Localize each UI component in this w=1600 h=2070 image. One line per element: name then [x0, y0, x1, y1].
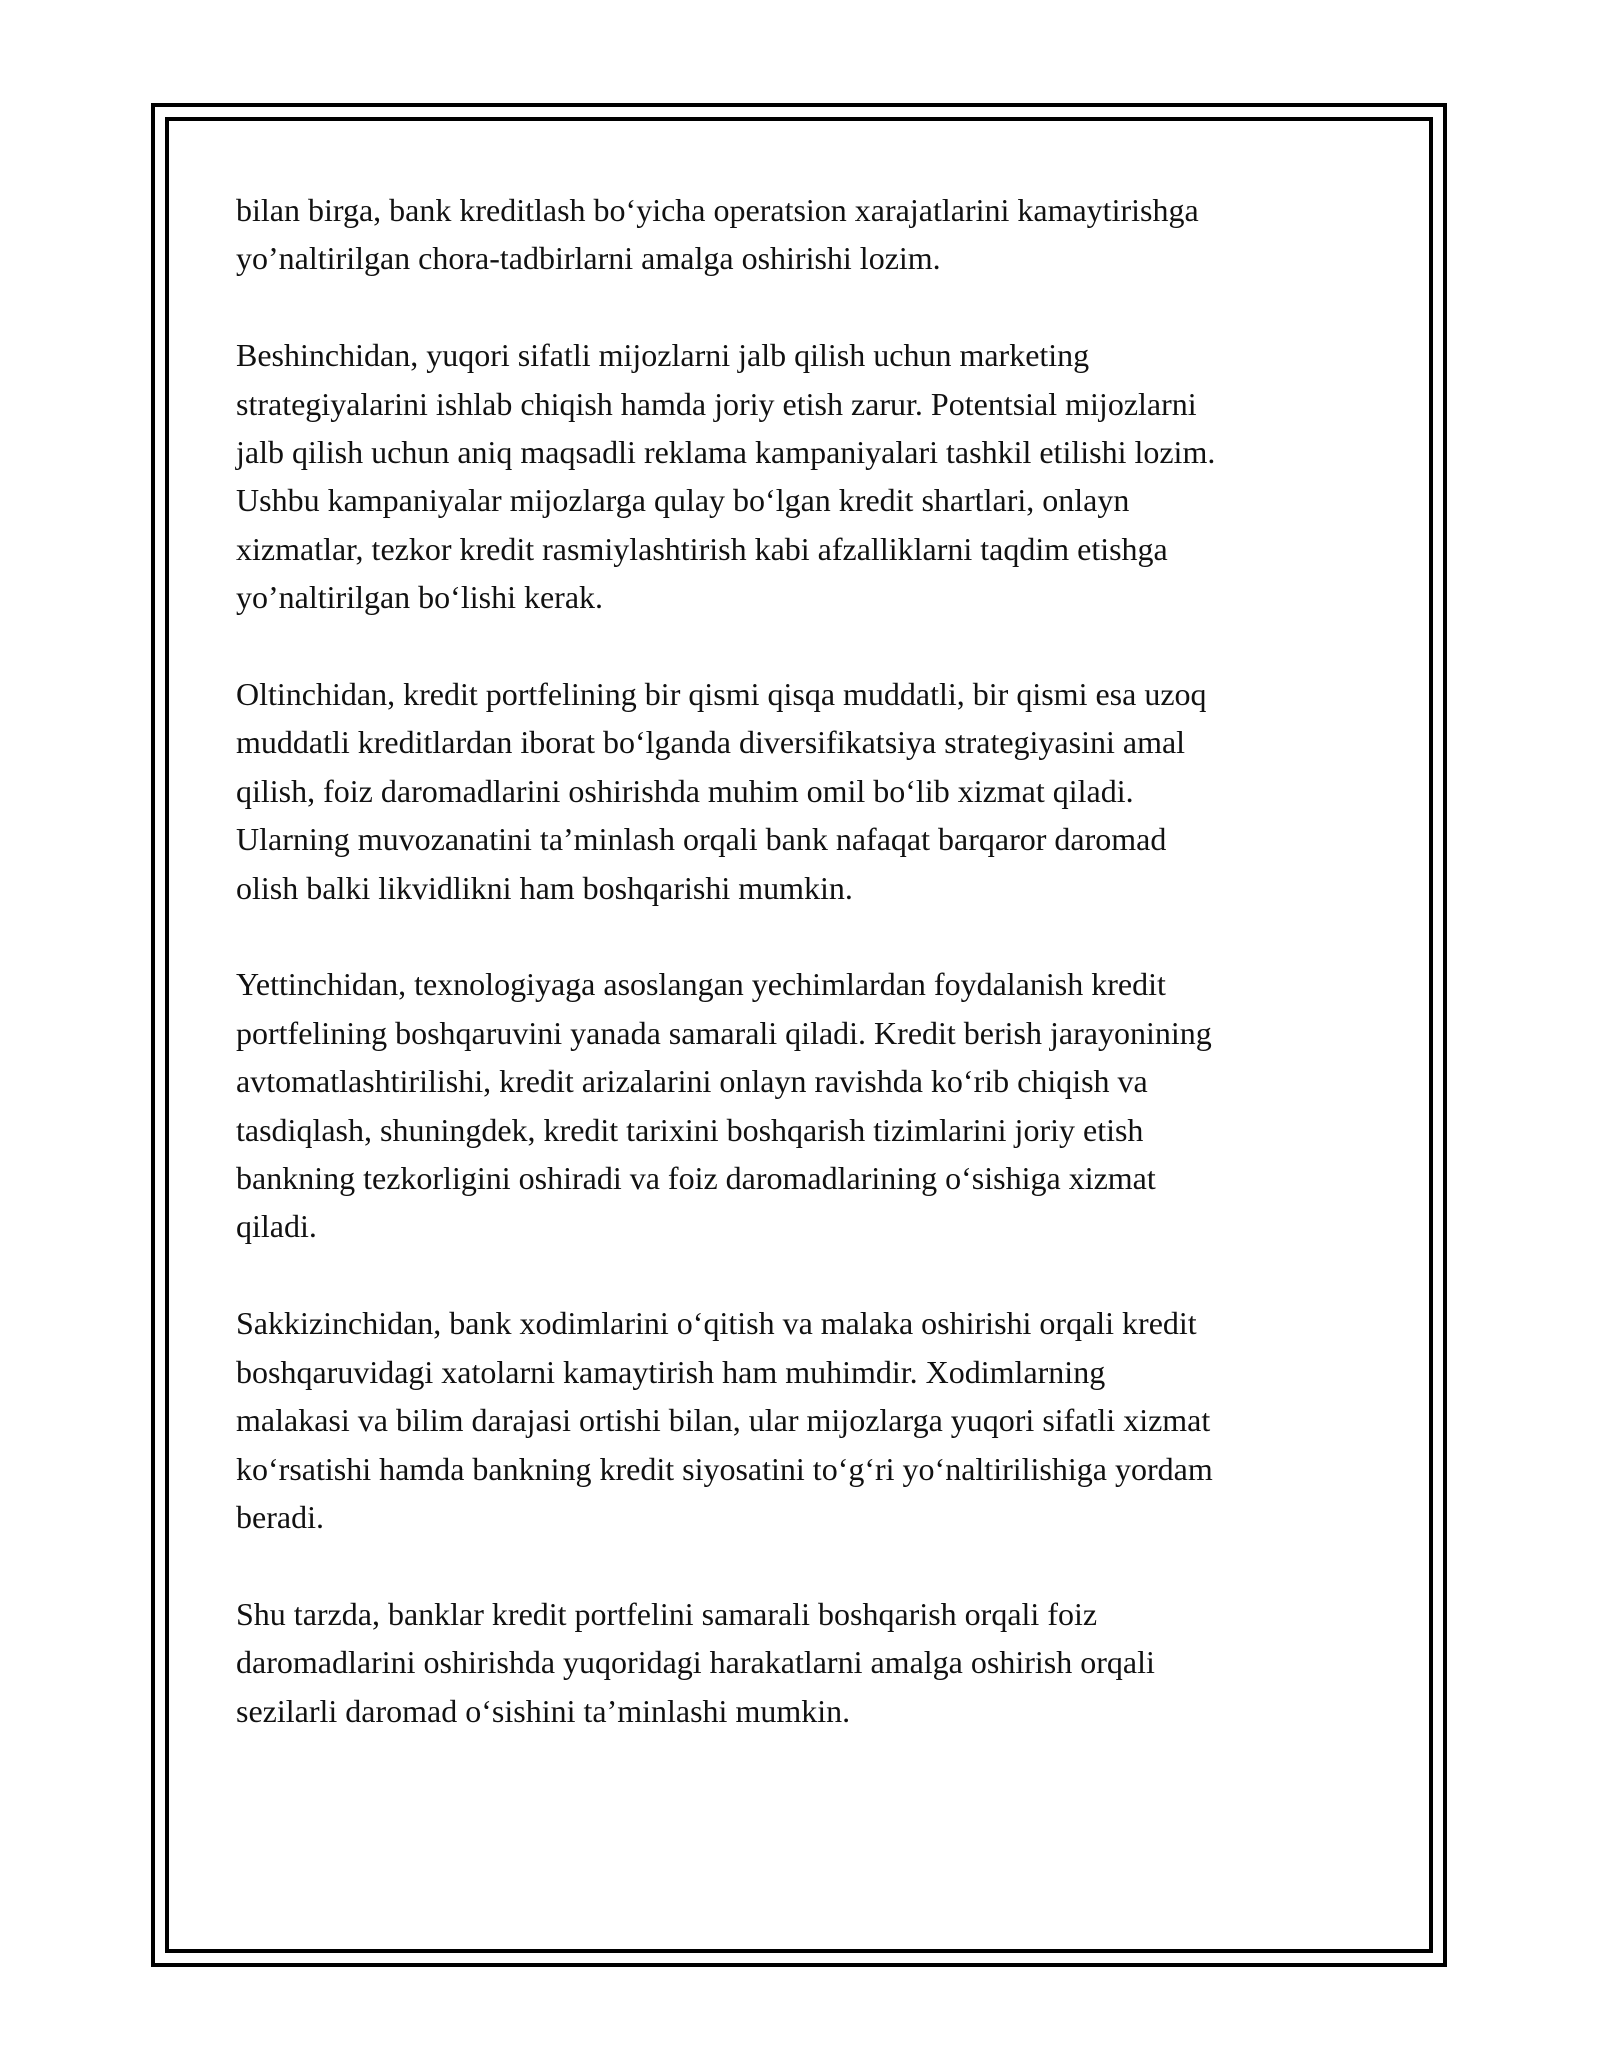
paragraph-sixth: Oltinchidan, kredit portfelining bir qismi qisqa muddatli, bir qismi esa uzoq muddatli kreditlardan iborat bo‘lganda diversifikatsiya strategiyasini amal qilish, foiz daromadlarini oshirishda muhim omil bo‘lib xizmat qiladi. Ularning muvozanatini ta’minlash orqali bank nafaqat barqaror daromad olish balki likvidlikni ham boshqarishi mumkin.	[236, 676, 1207, 906]
paragraph-intro-continuation: bilan birga, bank kreditlash bo‘yicha operatsion xarajatlarini kamaytirishga yo’naltirilgan chora-tadbirlarni amalga oshirishi lozim.	[236, 192, 1199, 277]
paragraph-eighth: Sakkizinchidan, bank xodimlarini o‘qitish va malaka oshirishi orqali kredit boshqaruvidagi xatolarni kamaytirish ham muhimdir. Xodimlarning malakasi va bilim darajasi ortishi bilan, ular mijozlarga yuqori sifatli xizmat ko‘rsatishi hamda bankning kredit siyosatini to‘g‘ri yo‘naltirilishiga yordam beradi.	[236, 1305, 1213, 1535]
document-body	[236, 186, 1366, 1783]
paragraph-conclusion: Shu tarzda, banklar kredit portfelini samarali boshqarish orqali foiz daromadlarini oshirishda yuqoridagi harakatlarni amalga oshirish orqali sezilarli daromad o‘sishini ta’minlashi mumkin.	[236, 1595, 1155, 1729]
paragraph-fifth: Beshinchidan, yuqori sifatli mijozlarni jalb qilish uchun marketing strategiyalarini ishlab chiqish hamda joriy etish zarur. Potentsial mijozlarni jalb qilish uchun aniq maqsadli reklama kampaniyalari tashkil etilishi lozim. Ushbu kampaniyalar mijozlarga qulay bo‘lgan kredit shartlari, onlayn xizmatlar, tezkor kredit rasmiylashtirish kabi afzalliklarni taqdim etishga yo’naltirilgan bo‘lishi kerak.	[236, 337, 1216, 616]
paragraph-seventh: Yettinchidan, texnologiyaga asoslangan yechimlardan foydalanish kredit portfelining boshqaruvini yanada samarali qiladi. Kredit berish jarayonining avtomatlashtirilishi, kredit arizalarini onlayn ravishda ko‘rib chiqish va tasdiqlash, shuningdek, kredit tarixini boshqarish tizimlarini joriy etish bankning tezkorligini oshiradi va foiz daromadlarining o‘sishiga xizmat qiladi.	[236, 966, 1212, 1245]
